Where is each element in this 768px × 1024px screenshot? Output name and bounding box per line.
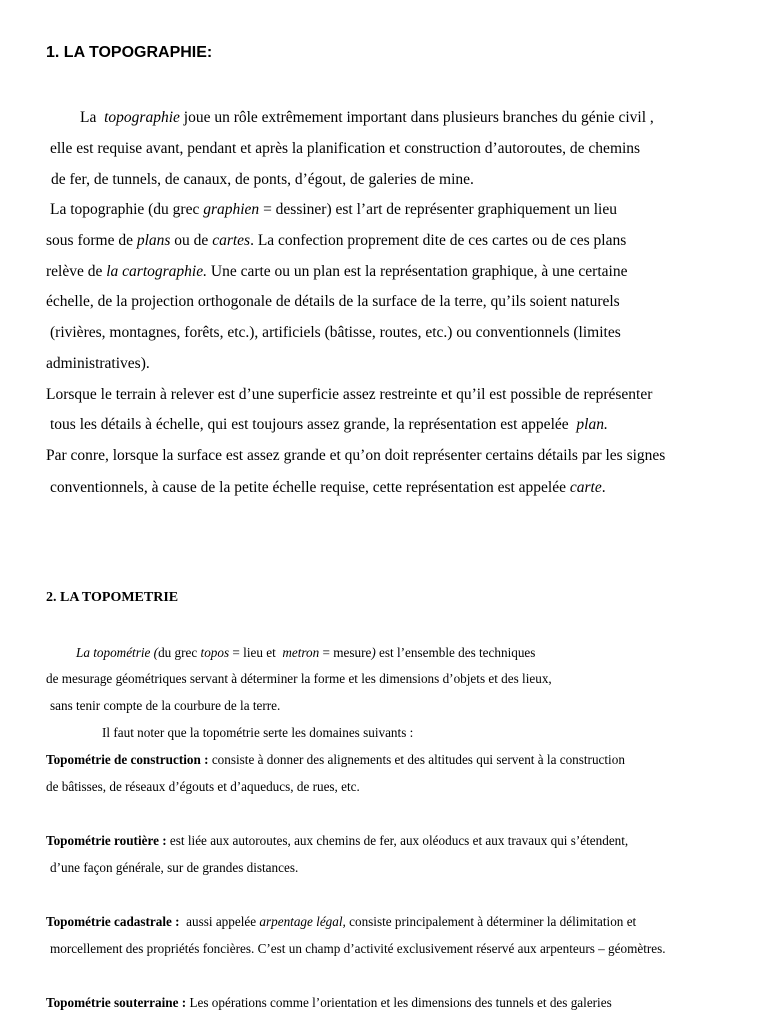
paragraph-2-line-5: (rivières, montagnes, forêts, etc.), artificiels (bâtisse, routes, etc.) ou conventionnels (limites <box>50 324 621 341</box>
paragraph-4-line-2 <box>50 480 606 496</box>
paragraph-3-line-1: Lorsque le terrain à relever est d’une superficie assez restreinte et qu’il est possible de représenter <box>46 386 653 403</box>
text: Une carte ou un plan est la représentation graphique, à une certaine <box>210 263 628 280</box>
text: conventionnels, à cause de la petite échelle requise, cette représentation est appelée <box>50 479 566 496</box>
souterraine-line-1 <box>46 996 612 1009</box>
text: du grec <box>158 645 198 660</box>
term-topographie: topographie <box>104 109 180 126</box>
paragraph-2-line-3 <box>46 264 627 280</box>
construction-line-2: de bâtisses, de réseaux d’égouts et d’aqueducs, de rues, etc. <box>46 779 360 794</box>
label-cadastrale: Topométrie cadastrale : <box>46 914 180 929</box>
term-cartes: cartes <box>212 232 251 249</box>
text: . La confection proprement dite de ces cartes ou de ces plans <box>250 232 627 249</box>
label-construction: Topométrie de construction : <box>46 752 209 767</box>
text: consiste principalement à déterminer la délimitation et <box>349 914 637 929</box>
text: sous forme de <box>46 232 133 249</box>
term-cartographie: la cartographie. <box>106 263 207 280</box>
text: La topographie (du grec <box>50 201 200 218</box>
paragraph-1-line-2: elle est requise avant, pendant et après la planification et construction d’autoroutes, de chemins <box>50 140 641 157</box>
paragraph-4-line-1: Par conre, lorsque la surface est assez grande et qu’on doit représenter certains détails par les signes <box>46 447 666 464</box>
text: aussi appelée <box>186 914 257 929</box>
routiere-line-1 <box>46 834 628 847</box>
term-plan: plan. <box>576 416 608 433</box>
paragraph-2-line-6: administratives). <box>46 355 150 372</box>
routiere-line-2: d’une façon générale, sur de grandes distances. <box>50 860 299 875</box>
text: = lieu et <box>232 645 276 660</box>
text: Les opérations comme l’orientation et les dimensions des tunnels et des galeries <box>189 995 612 1010</box>
heading-topographie: 1. LA TOPOGRAPHIE: <box>46 44 213 61</box>
construction-line-1 <box>46 753 625 766</box>
paragraph-2-line-2 <box>46 233 626 249</box>
text: tous les détails à échelle, qui est toujours assez grande, la représentation est appelée <box>50 416 569 433</box>
cadastrale-line-2: morcellement des propriétés foncières. C’est un champ d’activité exclusivement réservé aux arpenteurs – géomètres. <box>50 941 666 956</box>
text: ) <box>371 645 376 660</box>
text: consiste à donner des alignements et des altitudes qui servent à la construction <box>211 752 625 767</box>
term-carte: carte <box>569 479 602 496</box>
text: ou de <box>174 232 209 249</box>
text: relève de <box>46 263 103 280</box>
term-topos: topos <box>200 645 230 660</box>
term-graphien: graphien <box>203 201 260 218</box>
paragraph-1-line-1 <box>80 110 654 126</box>
text: est l’ensemble des techniques <box>379 645 536 660</box>
term-metron: metron <box>282 645 320 660</box>
text: = dessiner) est l’art de représenter graphiquement un lieu <box>263 201 617 218</box>
paragraph-3-line-2 <box>50 417 608 433</box>
term-plans: plans <box>136 232 171 249</box>
intro-line-4: Il faut noter que la topométrie serte les domaines suivants : <box>102 725 414 740</box>
text: est liée aux autoroutes, aux chemins de fer, aux oléoducs et aux travaux qui s’étendent, <box>169 833 629 848</box>
label-routiere: Topométrie routière : <box>46 833 167 848</box>
label-souterraine: Topométrie souterraine : <box>46 995 187 1010</box>
intro-line-2: de mesurage géométriques servant à déterminer la forme et les dimensions d’objets et des lieux, <box>46 671 552 686</box>
text: = mesure <box>322 645 372 660</box>
text: joue un rôle extrêmement important dans plusieurs branches du génie civil , <box>183 109 654 126</box>
term-topometrie: La topométrie ( <box>76 645 159 660</box>
text: La <box>80 109 97 126</box>
paragraph-1-line-3: de fer, de tunnels, de canaux, de ponts, d’égout, de galeries de mine. <box>51 171 474 188</box>
heading-topometrie: 2. LA TOPOMETRIE <box>46 590 179 605</box>
intro-line-1 <box>76 646 535 659</box>
text: . <box>601 479 606 496</box>
intro-line-3: sans tenir compte de la courbure de la terre. <box>50 698 281 713</box>
term-arpentage-legal: arpentage légal, <box>259 914 346 929</box>
cadastrale-line-1 <box>46 915 636 928</box>
paragraph-2-line-1 <box>50 202 617 218</box>
paragraph-2-line-4: échelle, de la projection orthogonale de détails de la surface de la terre, qu’ils soient naturels <box>46 293 620 310</box>
